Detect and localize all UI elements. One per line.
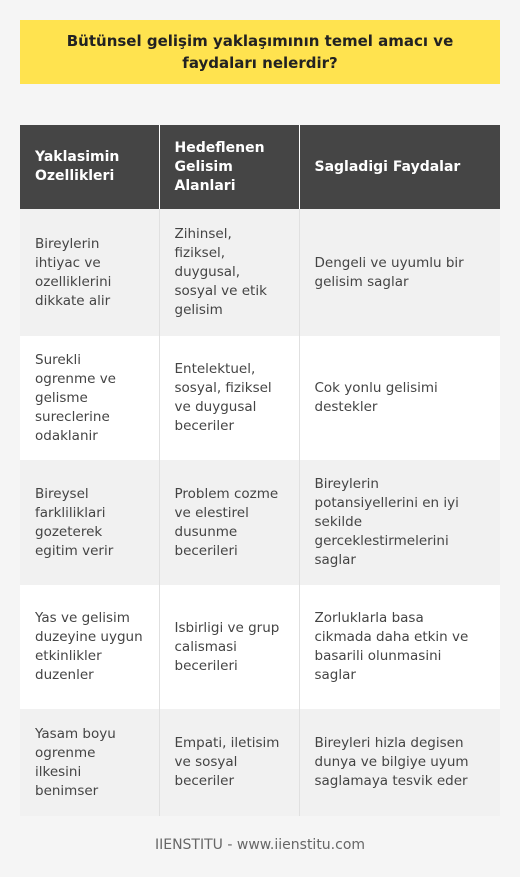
table-cell: Bireyleri hizla degisen dunya ve bilgiye uyum saglamaya tesvik eder: [299, 709, 500, 816]
header-cell: Hedeflenen Gelisim Alanlari: [159, 125, 299, 209]
table-header-row: [20, 125, 500, 209]
title-banner: [20, 20, 500, 84]
table-cell: Cok yonlu gelisimi destekler: [299, 336, 500, 460]
table-cell: Zihinsel, fiziksel, duygusal, sosyal ve etik gelisim: [159, 209, 299, 336]
table-row: [20, 460, 500, 585]
table-cell: Dengeli ve uyumlu bir gelisim saglar: [299, 209, 500, 336]
table-cell: Yasam boyu ogrenme ilkesini benimser: [20, 709, 159, 816]
table-cell: Empati, iletisim ve sosyal beceriler: [159, 709, 299, 816]
table-cell: Isbirligi ve grup calismasi becerileri: [159, 585, 299, 709]
comparison-table: [20, 125, 500, 816]
table-cell: Bireysel farkliliklari gozeterek egitim verir: [20, 460, 159, 585]
header-cell: Sagladigi Faydalar: [299, 125, 500, 209]
table-row: [20, 209, 500, 336]
footer-credit: IIENSTITU - www.iienstitu.com: [154, 837, 366, 853]
table-cell: Entelektuel, sosyal, fiziksel ve duygusal beceriler: [159, 336, 299, 460]
table-row: [20, 709, 500, 816]
header-cell: Yaklasimin Ozellikleri: [20, 125, 159, 209]
table-row: [20, 336, 500, 460]
table-cell: Yas ve gelisim duzeyine uygun etkinlikler duzenler: [20, 585, 159, 709]
table-cell: Surekli ogrenme ve gelisme sureclerine odaklanir: [20, 336, 159, 460]
table-cell: Bireylerin ihtiyac ve ozelliklerini dikkate alir: [20, 209, 159, 336]
table-row: [20, 585, 500, 709]
table-cell: Bireylerin potansiyellerini en iyi sekilde gerceklestirmelerini saglar: [299, 460, 500, 585]
page-title: Bütünsel gelişim yaklaşımının temel amacı ve faydaları nelerdir?: [66, 32, 454, 72]
table-cell: Zorluklarla basa cikmada daha etkin ve basarili olunmasini saglar: [299, 585, 500, 709]
table-cell: Problem cozme ve elestirel dusunme becerileri: [159, 460, 299, 585]
